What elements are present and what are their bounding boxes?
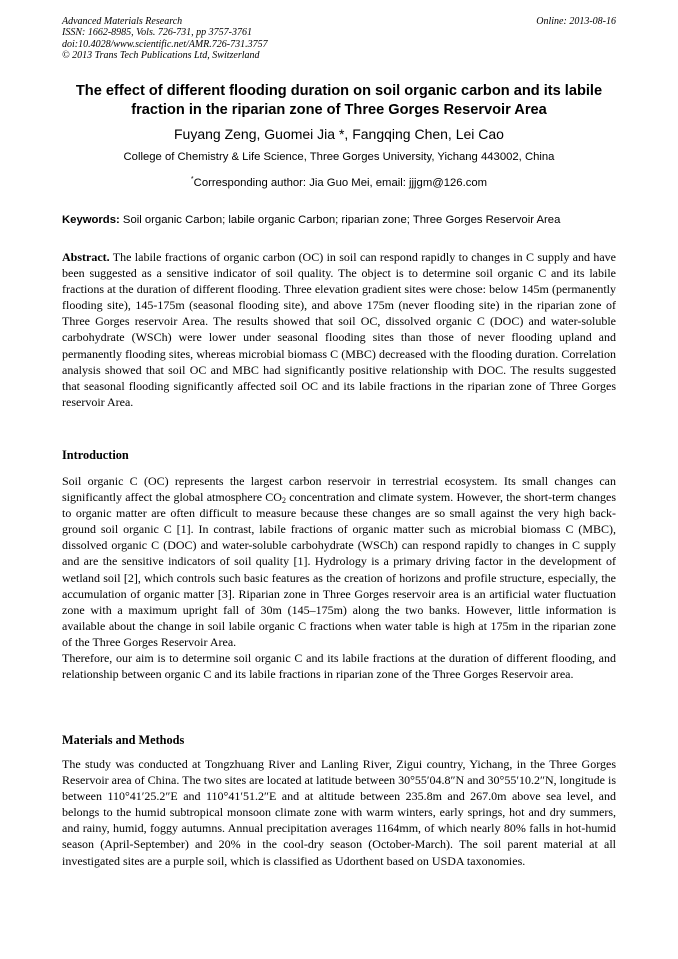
abstract-text: The labile fractions of organic carbon (OC) in soil can respond rapidly to changes in C supply and have been suggested as a sensitive indicator of soil quality. The object is to determine soil organic C and its labile fractions at the duration of different flooding. Three elevation gradient sites were chose: below 145m (permanently flooding site), 145-175m (seasonal flooding site), and above 175m (never flooding site) in the riparian zone of Three Gorges reservoir Area. The results showed that soil OC, dissolved organic C (DOC) and water-soluble carbohydrate (WSCh) were lower under seasonal flooding sites than those of never flooding upland and permanently flooding sites, whereas microbial biomass C (MBC) decreased with the flooding duration. Correlation analysis showed that soil OC and MBC had significantly positive relationship with DOC. The results suggested that seasonal flooding significantly affected soil OC and its labile fractions in the riparian zone of Three Gorges reservoir Area. [62, 250, 616, 409]
corresponding-text: Corresponding author: Jia Guo Mei, email: jjjgm@126.com [193, 177, 488, 189]
methods-heading: Materials and Methods [62, 733, 185, 747]
journal-name: Advanced Materials Research [62, 16, 183, 27]
doi-line: doi:10.4028/www.scientific.net/AMR.726-731.3757 [62, 38, 268, 50]
keywords-text: Soil organic Carbon; labile organic Carbon; riparian zone; Three Gorges Reservoir Area [119, 214, 561, 226]
keywords [62, 213, 618, 228]
introduction-heading: Introduction [62, 448, 129, 462]
introduction-paragraph-2: Therefore, our aim is to determine soil organic C and its labile fractions at the duration of different flooding, and relationship between organic C and its labile fractions in riparian zone of the Three Gorges Reservoir area. [62, 651, 616, 682]
introduction-section [62, 473, 616, 682]
intro-text-part-1: Soil organic C (OC) represents the largest carbon reservoir in terrestrial ecosystem. Its small changes can significantly affect the global atmosphere CO [62, 474, 616, 505]
author-list: Fuyang Zeng, Guomei Jia *, Fangqing Chen, Lei Cao [174, 126, 504, 142]
paper-title: The effect of different flooding duration on soil organic carbon and its labile fraction in the riparian zone of Three Gorges Reservoir Area [75, 83, 603, 118]
corresponding-author [60, 172, 618, 191]
corresponding-mark: * [190, 176, 194, 183]
keywords-label: Keywords: [62, 214, 120, 226]
co2-subscript: 2 [281, 496, 286, 506]
abstract [62, 249, 616, 410]
methods-paragraph-1: The study was conducted at Tongzhuang River and Lanling River, Zigui country, Yichang, in the Three Gorges Reservoir area of China. The two sites are located at latitude between 30°55′04.8″N and 30°55′10.2″N, longitude is between 110°41′25.2″E and 110°41′51.2″E and at altitude between 235.8m and 267.0m above sea level, and belongs to the humid subtropical monsoon climate zone with warm winters, early springs, hot and dry summers, and rainy, humid, foggy autumns. Annual precipitation averages 1164mm, of which nearly 80% falls in hot-humid season (April-September) and 20% in the cool-dry season (October-March). The soil parent material at all investigated sites are a purple soil, which is classified as Udorthent based on USDA taxonomies. [62, 757, 616, 868]
intro-text-part-2: concentration and climate system. However, the short-term changes to organic matter are often difficult to measure because these changes are so small against the very high back-ground soil organic C [1]. In contrast, labile fractions of organic matter such as microbial biomass C (MBC), dissolved organic C (DOC) and water-soluble carbohydrate (WSCh) can respond rapidly to changes in C supply and are the sensitive indicators of soil quality [1]. Hydrology is a primary driving factor in the development of wetland soil [2], which controls such basic features as the creation of horizons and profile structure, especially, the accumulation of organic matter [3]. Riparian zone in Three Gorges reservoir area is an artificial water fluctuation zone with a maximum upright fall of 30m (145–175m) along the two banks. However, little information is available about the change in soil labile organic C fractions when water table is high at 175m in the riparian zone of the Three Gorges Reservoir Area. [62, 490, 616, 649]
issn-line: ISSN: 1662-8985, Vols. 726-731, pp 3757-3761 [62, 27, 252, 39]
online-date: Online: 2013-08-16 [536, 16, 616, 27]
methods-section [62, 756, 616, 869]
abstract-label: Abstract. [62, 250, 110, 264]
introduction-paragraph-1 [62, 473, 616, 650]
journal-header [62, 16, 616, 62]
copyright-line: © 2013 Trans Tech Publications Ltd, Switzerland [62, 50, 260, 62]
affiliation: College of Chemistry & Life Science, Three Gorges University, Yichang 443002, China [123, 151, 555, 163]
